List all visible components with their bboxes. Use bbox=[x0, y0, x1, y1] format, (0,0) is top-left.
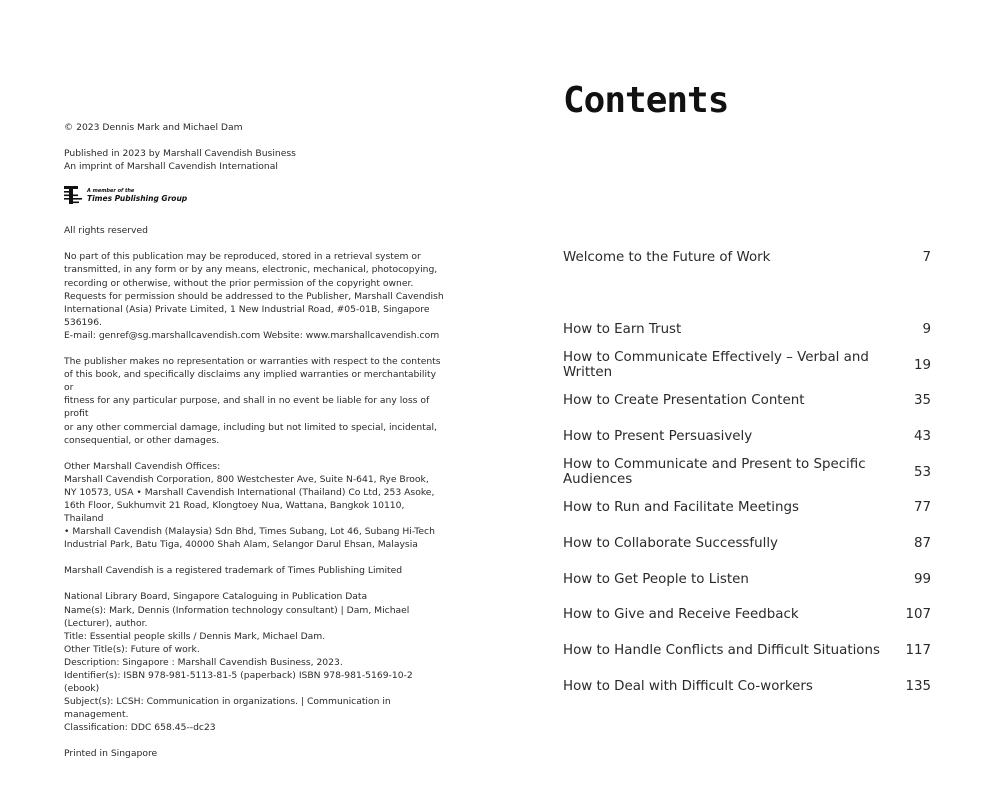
toc-entry[interactable] bbox=[563, 569, 931, 589]
toc-entry-title: How to Deal with Difficult Co-workers bbox=[563, 678, 813, 694]
imprint-line: An imprint of Marshall Cavendish International bbox=[64, 161, 278, 173]
toc-entry[interactable] bbox=[563, 533, 931, 553]
toc-entry-page: 35 bbox=[913, 392, 931, 408]
text-line: Classification: DDC 658.45--dc23 bbox=[64, 722, 216, 734]
other-offices bbox=[64, 460, 444, 552]
toc-entry-title: How to Communicate and Present to Specific Audiences bbox=[563, 457, 866, 487]
toc-entry-page: 117 bbox=[905, 642, 931, 658]
toc-entry-page: 99 bbox=[913, 571, 931, 587]
text-line: • Marshall Cavendish (Malaysia) Sdn Bhd, Times Subang, Lot 46, Subang Hi-Tech bbox=[64, 526, 435, 538]
text-line: consequential, or other damages. bbox=[64, 434, 220, 446]
contents-title: Contents bbox=[563, 80, 729, 121]
text-line: Requests for permission should be addressed to the Publisher, Marshall Cavendish bbox=[64, 290, 444, 302]
toc-entry[interactable] bbox=[563, 457, 931, 487]
printed-line: Printed in Singapore bbox=[64, 748, 158, 760]
text-line: recording or otherwise, without the prior permission of the copyright owner. bbox=[64, 277, 414, 289]
toc-entry-page: 7 bbox=[922, 249, 931, 265]
text-line: 16th Floor, Sukhumvit 21 Road, Klongtoey Nua, Wattana, Bangkok 10110, Thailand bbox=[64, 499, 405, 525]
rights-line: All rights reserved bbox=[64, 225, 148, 237]
text-line: of this book, and specifically disclaims any implied warranties or merchantability or bbox=[64, 369, 437, 394]
toc-entry-page: 107 bbox=[905, 606, 931, 622]
times-publishing-logo bbox=[64, 184, 444, 206]
reproduction-notice bbox=[64, 250, 444, 342]
published-line: Published in 2023 by Marshall Cavendish Business bbox=[64, 148, 296, 160]
text-line: NY 10573, USA • Marshall Cavendish International (Thailand) Co Ltd, 253 Asoke, bbox=[64, 486, 435, 498]
toc-entry-title: Welcome to the Future of Work bbox=[563, 249, 771, 265]
times-logo-icon bbox=[64, 185, 84, 205]
text-line: International (Asia) Private Limited, 1 New Industrial Road, #05-01B, Singapore 536196. bbox=[64, 303, 430, 328]
toc-entry-page: 53 bbox=[913, 464, 931, 480]
toc-entry[interactable] bbox=[563, 640, 931, 660]
text-line: (Lecturer), author. bbox=[64, 617, 148, 629]
toc-entry[interactable] bbox=[563, 319, 931, 339]
toc-entry-title: How to Get People to Listen bbox=[563, 571, 749, 587]
toc-entry[interactable] bbox=[563, 426, 931, 446]
toc-entry-title: How to Run and Facilitate Meetings bbox=[563, 499, 799, 515]
text-line: Industrial Park, Batu Tiga, 40000 Shah Alam, Selangor Darul Ehsan, Malaysia bbox=[64, 539, 418, 551]
toc-entry-page: 19 bbox=[913, 357, 931, 373]
text-line: Marshall Cavendish Corporation, 800 Westchester Ave, Suite N-641, Rye Brook, bbox=[64, 473, 429, 485]
toc-entry-title: How to Give and Receive Feedback bbox=[563, 606, 799, 622]
text-line: Name(s): Mark, Dennis (Information technology consultant) | Dam, Michael bbox=[64, 604, 410, 616]
text-line: National Library Board, Singapore Cataloguing in Publication Data bbox=[64, 591, 368, 603]
logo-big-text: Times Publishing Group bbox=[87, 194, 188, 204]
text-line: or any other commercial damage, including but not limited to special, incidental, bbox=[64, 421, 437, 433]
text-line: Subject(s): LCSH: Communication in organizations. | Communication in management. bbox=[64, 696, 391, 721]
toc-entry-page: 135 bbox=[905, 678, 931, 694]
toc-entry-title: How to Create Presentation Content bbox=[563, 392, 805, 408]
text-line: Identifier(s): ISBN 978-981-5113-81-5 (paperback) ISBN 978-981-5169-10-2 (ebook) bbox=[64, 670, 413, 695]
logo-small-text: A member of the bbox=[87, 188, 135, 195]
toc-entry[interactable] bbox=[563, 604, 931, 624]
toc-entry[interactable] bbox=[563, 247, 931, 267]
text-line: fitness for any particular purpose, and shall in no event be liable for any loss of profit bbox=[64, 395, 430, 420]
copyright-page bbox=[64, 121, 444, 761]
toc-entry[interactable] bbox=[563, 497, 931, 517]
toc-entry-page: 77 bbox=[913, 499, 931, 515]
copyright-line: © 2023 Dennis Mark and Michael Dam bbox=[64, 122, 243, 133]
toc-entry-title: How to Handle Conflicts and Difficult Situations bbox=[563, 642, 880, 658]
disclaimer bbox=[64, 355, 444, 447]
text-line: Other Marshall Cavendish Offices: bbox=[64, 460, 221, 472]
toc-entry-title: How to Collaborate Successfully bbox=[563, 535, 778, 551]
text-line: Other Title(s): Future of work. bbox=[64, 643, 200, 655]
cataloguing-data bbox=[64, 590, 444, 734]
toc-entry[interactable] bbox=[563, 350, 931, 380]
toc-entry-page: 87 bbox=[913, 535, 931, 551]
text-line: E-mail: genref@sg.marshallcavendish.com Website: www.marshallcavendish.com bbox=[64, 329, 440, 341]
toc-entry-page: 43 bbox=[913, 428, 931, 444]
toc-entry-title: How to Present Persuasively bbox=[563, 428, 753, 444]
toc-entry-title: How to Earn Trust bbox=[563, 321, 682, 337]
trademark-line: Marshall Cavendish is a registered trademark of Times Publishing Limited bbox=[64, 565, 403, 577]
text-line: The publisher makes no representation or warranties with respect to the contents bbox=[64, 356, 441, 368]
text-line: Description: Singapore : Marshall Cavendish Business, 2023. bbox=[64, 656, 343, 668]
toc-entry[interactable] bbox=[563, 676, 931, 696]
text-line: No part of this publication may be reproduced, stored in a retrieval system or bbox=[64, 251, 421, 263]
toc-entry[interactable] bbox=[563, 390, 931, 410]
text-line: transmitted, in any form or by any means, electronic, mechanical, photocopying, bbox=[64, 264, 438, 276]
toc-entry-page: 9 bbox=[922, 321, 931, 337]
toc-entry-title: How to Communicate Effectively – Verbal and Written bbox=[563, 350, 869, 380]
text-line: Title: Essential people skills / Dennis Mark, Michael Dam. bbox=[64, 630, 326, 642]
